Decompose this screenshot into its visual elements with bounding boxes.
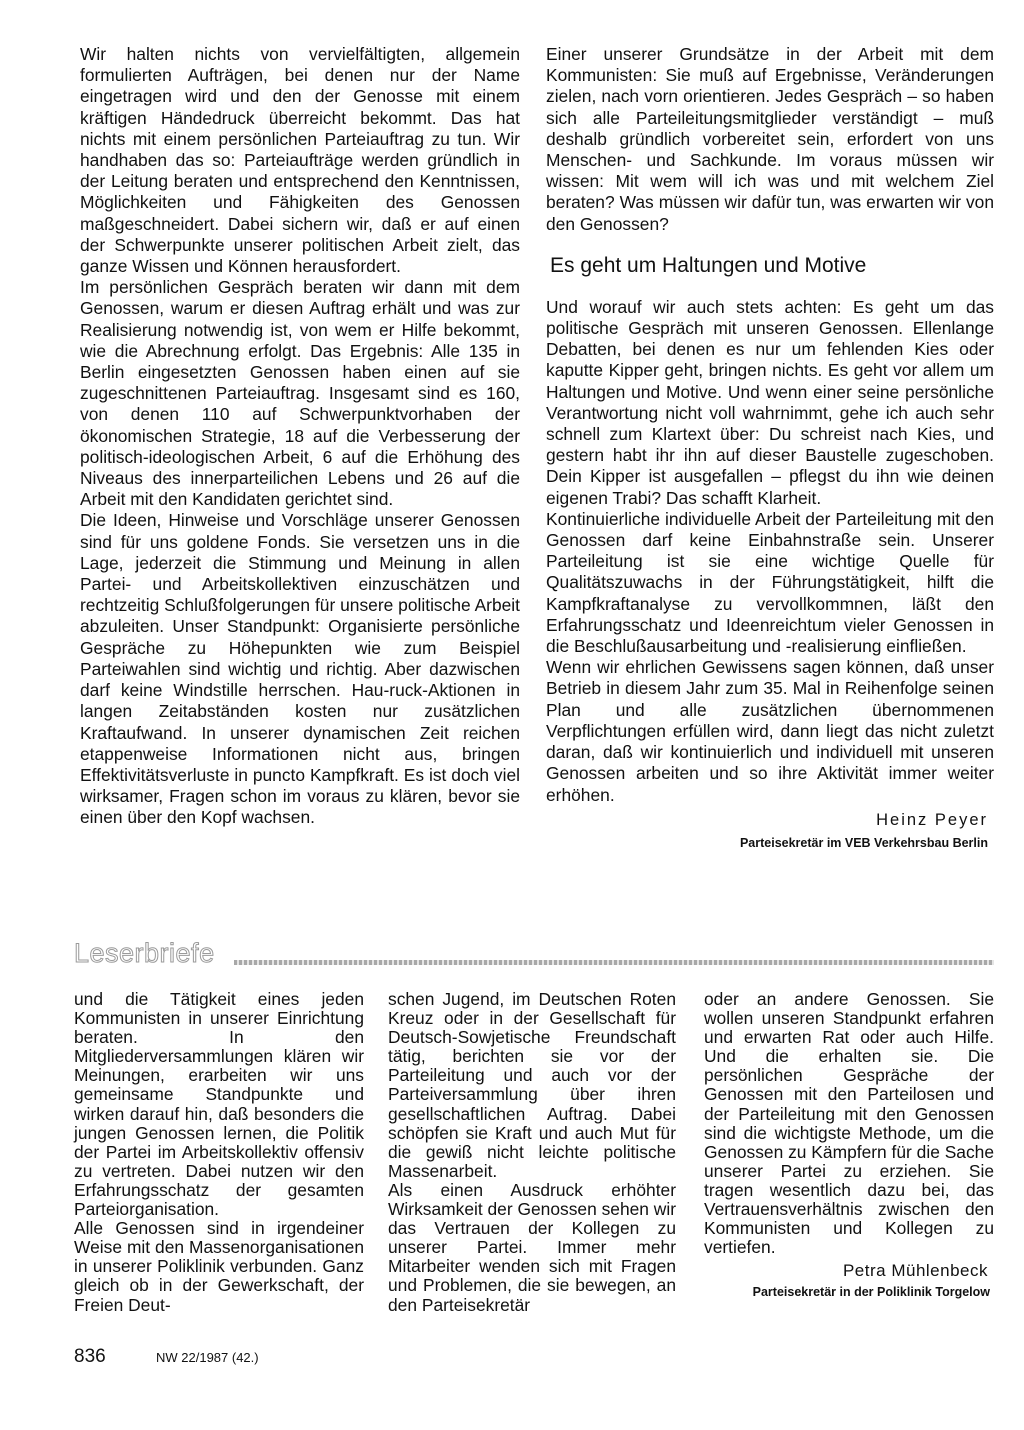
- article-paragraph: Die Ideen, Hinweise und Vorschläge unserer Genossen sind für uns goldene Fonds. Sie versetzen uns in die Lage, jederzeit die Stimmung und Meinung in allen Partei- und Arbeitskollektiven einzuschätzen und rechtzeitig Schlußfolgerungen für unsere politische Arbeit abzuleiten. Unser Standpunkt: Organisierte persönliche Gespräche zu Höhepunkten wie zum Beispiel Parteiwahlen sind wichtig und richtig. Aber dazwischen darf keine Windstille herrschen. Hau-ruck-Aktionen in langen Zeitabständen kosten nur zusätzlichen Kraftaufwand. In unserer dynamischen Zeit reichen etappenweise Informationen nicht aus, bringen Effektivitätsverluste in puncto Kampfkraft. Es ist doch viel wirksamer, Fragen schon im voraus zu klären, bevor sie einen über den Kopf wachsen.: [80, 510, 520, 828]
- letter-column-1: [74, 990, 364, 1315]
- letter-paragraph: Als einen Ausdruck erhöhter Wirksamkeit der Genossen sehen wir das Vertrauen der Kollegen zu unserer Partei. Immer mehr Mitarbeiter wenden sich mit Fragen und Problemen, die sie bewegen, an den Parteisekretär: [388, 1179, 677, 1315]
- article-paragraph: Wenn wir ehrlichen Gewissens sagen können, daß unser Betrieb in diesem Jahr zum 35. Mal in Reihenfolge seinen Plan und alle zusätzlichen übernommenen Verpflichtungen erfüllen wird, dann liegt das nicht zuletzt daran, daß wir kontinuierlich und individuell mit unseren Genossen arbeiten und so ihre Aktivität immer weiter erhöhen.: [546, 657, 994, 805]
- article-column-2: [546, 44, 994, 854]
- letter-column-3: [704, 990, 994, 1303]
- article-paragraph: Kontinuierliche individuelle Arbeit der Parteileitung mit den Genossen darf keine Einbahnstraße sein. Unserer Parteileitung ist sie eine wichtige Quelle für Qualitätszuwachs in der Führungstätigkeit, hilft die Kampfkraftanalyse zu vervollkommnen, läßt den Erfahrungsschatz und Ideenreichtum vieler Genossen in die Beschlußausarbeitung und -realisierung einfließen.: [546, 508, 994, 657]
- article-author-name: Heinz Peyer: [876, 810, 988, 829]
- article-paragraph: Wir halten nichts von vervielfältigten, allgemein formulierten Aufträgen, bei denen nur der Name eingetragen wird und den der Genosse mit einem kräftigen Händedruck überreicht bekommt. Das hat nichts mit einem persönlichen Parteiauftrag zu tun. Wir handhaben das so: Parteiaufträge werden gründlich in der Leitung beraten und entsprechend den Kenntnissen, Möglichkeiten und Fähigkeiten des Genossen maßgeschneidert. Dabei sichern wir, daß er auf einen der Schwerpunkte unserer politischen Arbeit zielt, das ganze Wissen und Können herausfordert.: [80, 44, 520, 277]
- section-label: Leserbriefe: [74, 938, 215, 968]
- letter-author-name: Petra Mühlenbeck: [842, 1261, 988, 1281]
- section-rubric: [74, 938, 994, 978]
- article-paragraph: Im persönlichen Gespräch beraten wir dann mit dem Genossen, warum er diesen Auftrag erhält und was zur Realisierung notwendig ist, von wem er Hilfe bekommt, wie die Abrechnung erfolgt. Das Ergebnis: Alle 135 in Berlin eingesetzten Genossen haben einen auf sie zugeschnittenen Parteiauftrag. Insgesamt sind es 160, von denen 110 auf Schwerpunktvorhaben der ökonomischen Strategie, 18 auf die Verbesserung der politisch-ideologischen Arbeit, 6 auf die Erhöhung des Niveaus des innerparteilichen Lebens und 26 auf die Arbeit mit den Kandidaten gerichtet sind.: [80, 277, 520, 510]
- section-divider: [234, 960, 994, 965]
- article-column-1: [80, 44, 520, 829]
- letter-author-role: Parteisekretär in der Poliklinik Torgelow: [752, 1285, 990, 1300]
- page-number: 836: [74, 1346, 106, 1367]
- article-author-role: Parteisekretär im VEB Verkehrsbau Berlin: [739, 835, 988, 850]
- page-footer: [74, 1346, 374, 1370]
- letter-paragraph: Alle Genossen sind in irgendeiner Weise mit den Massenorganisationen in unserer Poliklinik verbunden. Ganz gleich ob in der Gewerkschaft, der Freien Deut-: [74, 1218, 364, 1315]
- letter-column-2: [388, 990, 676, 1315]
- letter-paragraph: schen Jugend, im Deutschen Roten Kreuz oder in der Gesellschaft für Deutsch-Sowjetische Freundschaft tätig, berichten sie vor der Parteileitung und auch vor der Parteiversammlung über ihren gesellschaftlichen Auftrag. Dabei schöpfen sie Kraft und auch Mut für die gewiß nicht leichte politische Massenarbeit.: [388, 989, 676, 1181]
- article-paragraph: Einer unserer Grundsätze in der Arbeit mit dem Kommunisten: Sie muß auf Ergebnisse, Veränderungen zielen, nach vorn orientieren. Jedes Gespräch – so haben sich alle Parteileitungsmitglieder verständigt – muß deshalb gründlich vorbereitet sein, erfordert von uns Menschen- und Sachkunde. Im voraus müssen wir wissen: Mit wem will ich was und mit welchem Ziel beraten? Was müssen wir dafür tun, was erwarten wir von den Genossen?: [546, 44, 994, 234]
- article-subheading: Es geht um Haltungen und Motive: [550, 253, 867, 277]
- letter-paragraph: oder an andere Genossen. Sie wollen unseren Standpunkt erfahren und erwarten Rat oder auch Hilfe. Und die erhalten sie. Die persönlichen Gespräche der Genossen mit den Parteilosen und der Parteileitung mit den Genossen sind die wichtigste Methode, um die Genossen zu Kämpfern für die Sache unserer Partei zu erziehen. Sie tragen wesentlich dazu bei, das Vertrauensverhältnis zwischen den Kommunisten und Kollegen zu vertiefen.: [704, 989, 995, 1258]
- issue-reference: NW 22/1987 (42.): [156, 1350, 259, 1365]
- article-paragraph: Und worauf wir auch stets achten: Es geht um das politische Gespräch mit unseren Genossen. Ellenlange Debatten, bei denen es nur um fehlenden Kies oder kaputte Kipper geht, bringen nichts. Es geht vor allem um Haltungen und Motive. Und wenn einer seine persönliche Verantwortung nicht voll wahrnimmt, gehe ich auch sehr schnell zum Klartext über: Du schreist nach Kies, und gestern habt ihr ihn auf dieser Baustelle zugeschoben. Dein Kipper ist ausgefallen – pflegst du ihn wie deinen eigenen Trabi? Das schafft Klarheit.: [546, 296, 994, 508]
- letter-paragraph: und die Tätigkeit eines jeden Kommunisten in unserer Einrichtung beraten. In den Mitgliederversammlungen klären wir Meinungen, erarbeiten wir uns gemeinsame Standpunkte und wirken darauf hin, daß besonders die jungen Genossen lernen, die Politik der Partei im Arbeitskollektiv offensiv zu vertreten. Dabei nutzen wir den Erfahrungsschatz der gesamten Parteiorganisation.: [74, 989, 364, 1220]
